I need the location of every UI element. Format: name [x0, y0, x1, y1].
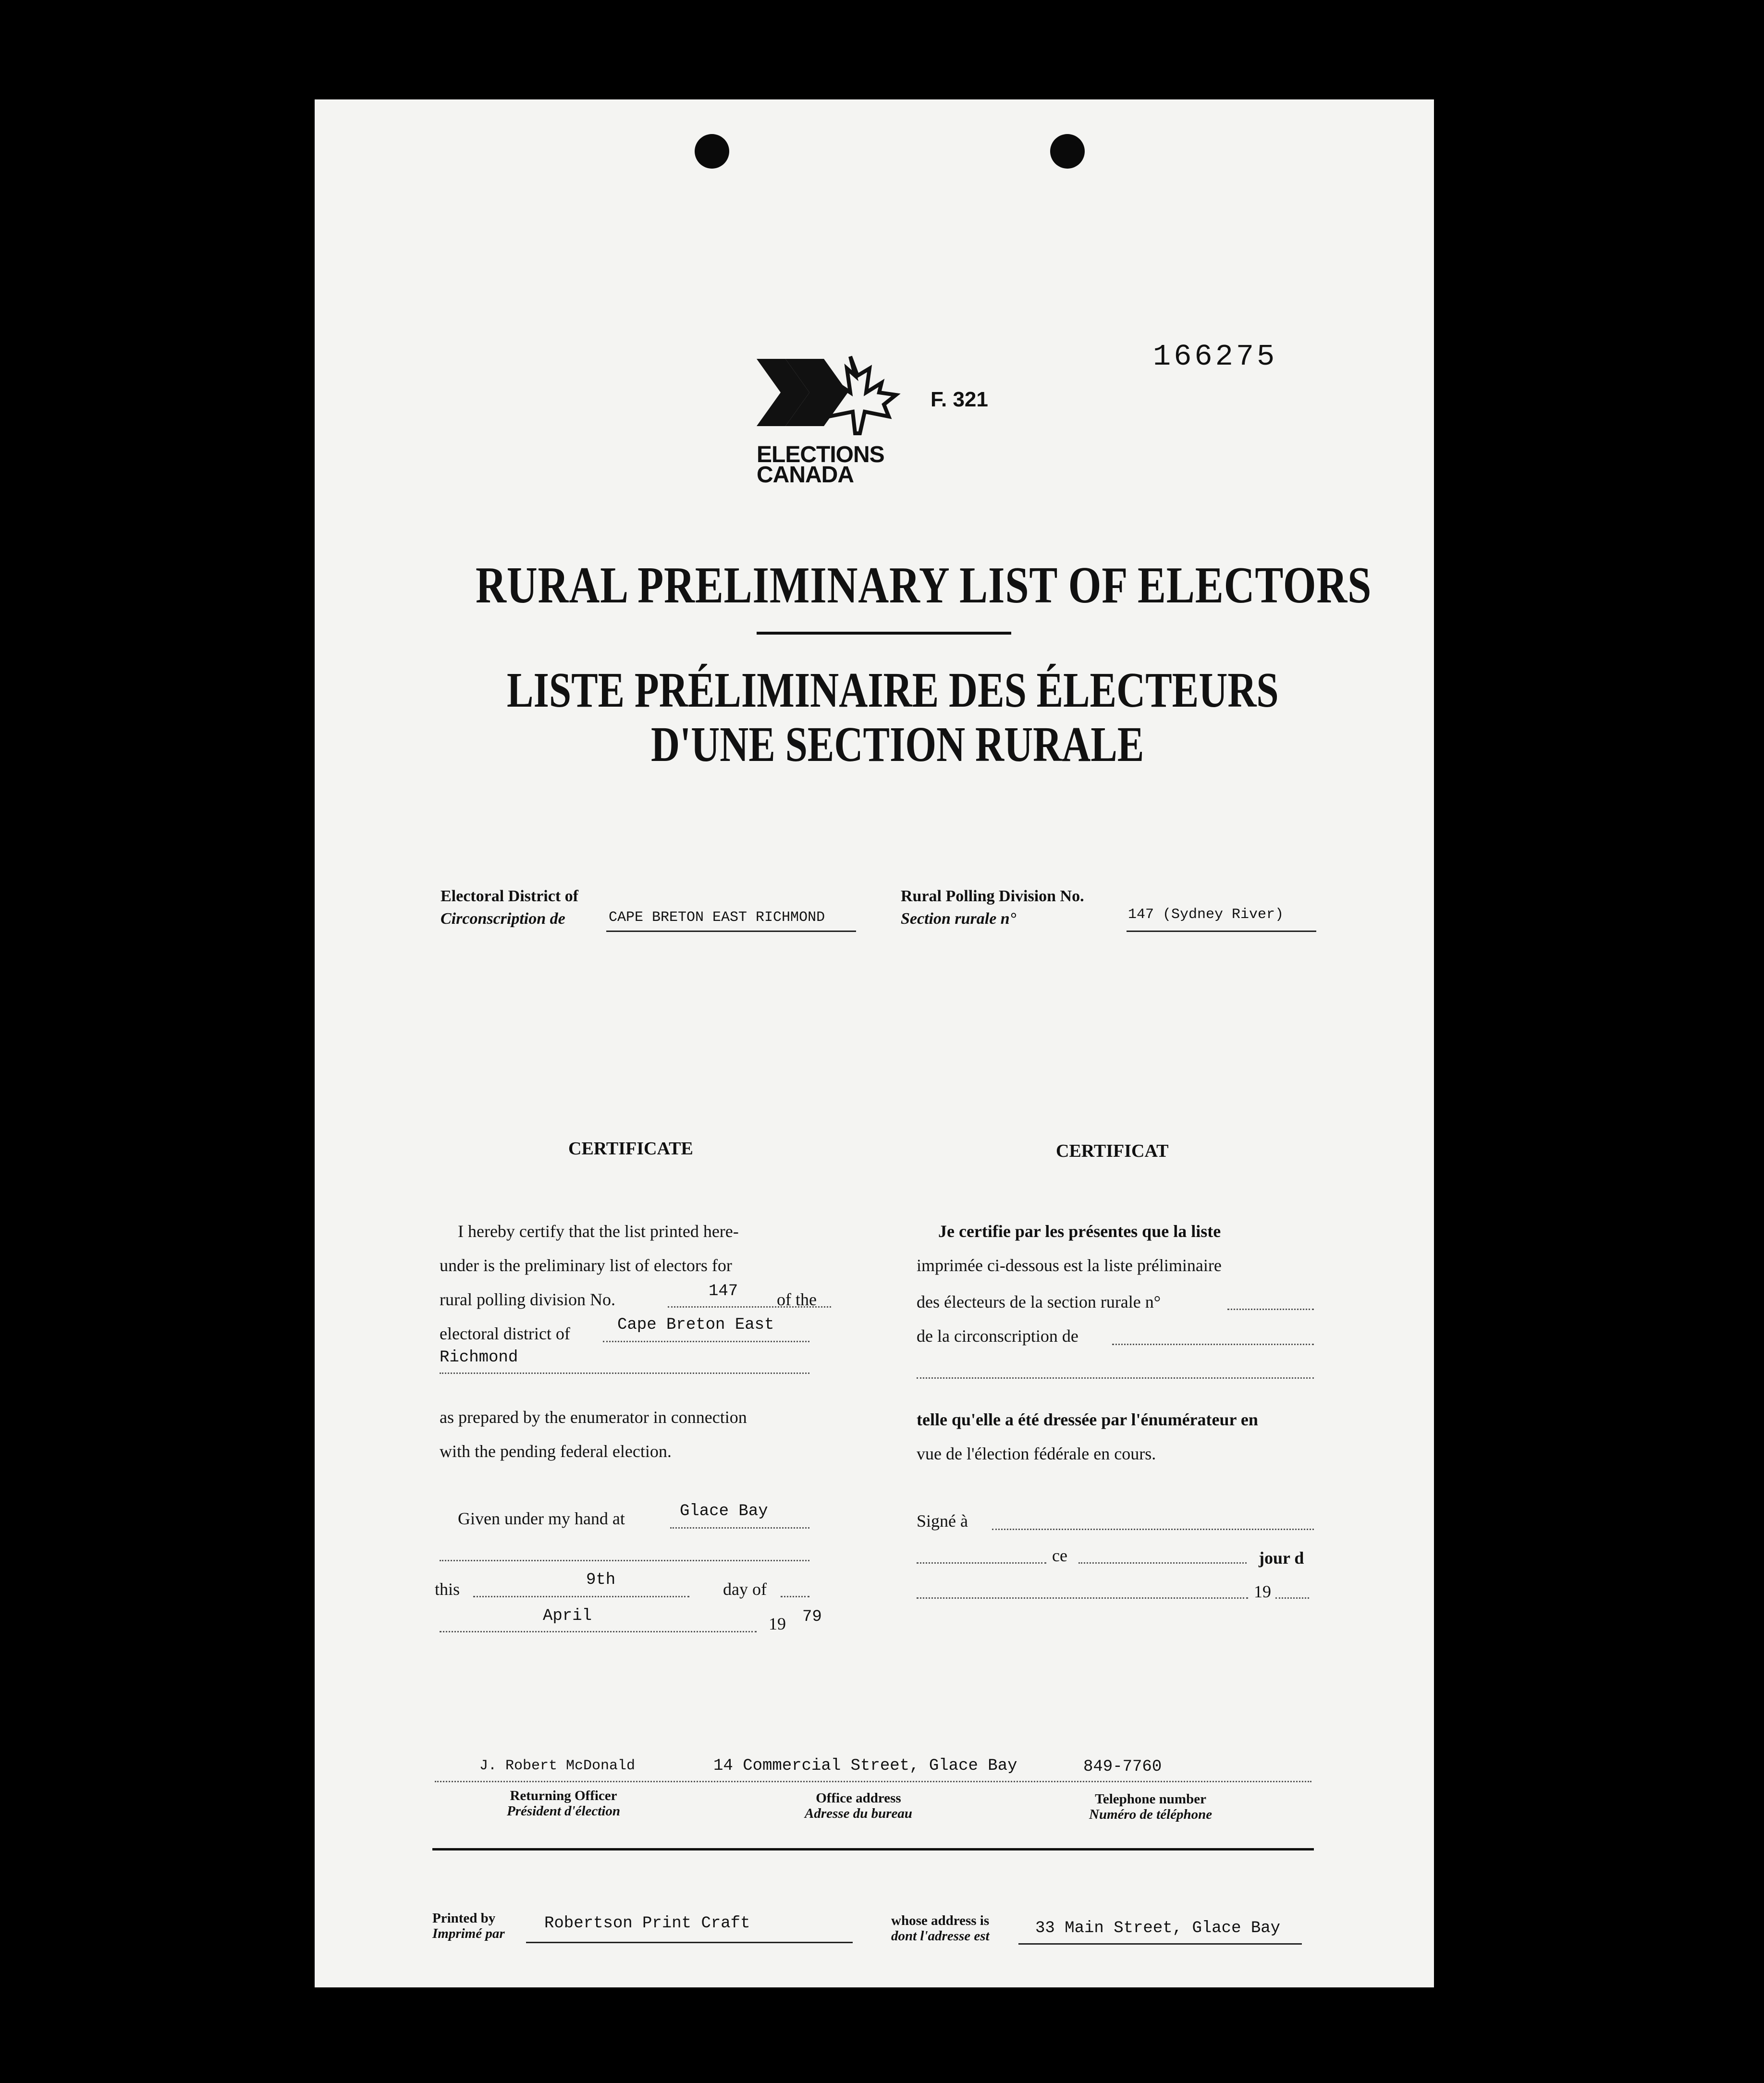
officer-role-fr: Président d'élection — [507, 1803, 620, 1819]
year-century-en: 19 — [769, 1614, 786, 1633]
cert-en-line6: with the pending federal election. — [440, 1442, 672, 1461]
polling-label-fr: Section rurale n° — [901, 910, 1017, 928]
year-value: 79 — [802, 1608, 822, 1626]
cert-en-district-dots2 — [440, 1372, 809, 1374]
cert-fr-line2: imprimée ci-dessous est la liste préliminaire — [917, 1256, 1222, 1275]
form-page — [315, 99, 1434, 1987]
signed-dots — [992, 1529, 1314, 1530]
officer-address: 14 Commercial Street, Glace Bay — [713, 1757, 1017, 1775]
cert-en-line4: electoral district of — [440, 1324, 570, 1343]
title-french-line2: D'UNE SECTION RURALE — [651, 717, 1144, 772]
ce-label: ce — [1052, 1546, 1067, 1565]
printer-label-fr: Imprimé par — [432, 1926, 505, 1941]
officer-role-en: Returning Officer — [510, 1788, 617, 1803]
fr-year-dots — [917, 1597, 1248, 1599]
printer-address-label — [891, 1913, 990, 1944]
cert-en-line3b: of the — [777, 1290, 817, 1309]
printer-address-label-fr: dont l'adresse est — [891, 1928, 990, 1944]
day-value: 9th — [586, 1571, 616, 1589]
polling-value: 147 (Sydney River) — [1128, 907, 1284, 923]
fr-year-dots-end — [1275, 1597, 1309, 1599]
officer-phone: 849-7760 — [1083, 1758, 1162, 1776]
day-of-dots — [781, 1596, 809, 1597]
office-address-label-fr: Adresse du bureau — [805, 1806, 912, 1821]
given-place: Glace Bay — [680, 1502, 768, 1520]
ce-dots-right — [1078, 1562, 1247, 1564]
day-dots — [473, 1596, 689, 1597]
cert-fr-line4b-dots — [917, 1377, 1314, 1379]
cert-fr-line4-dots — [1112, 1344, 1314, 1345]
office-address-label — [805, 1790, 912, 1821]
printer-name-underline — [526, 1942, 853, 1943]
logo-text-canada: CANADA — [757, 462, 854, 488]
district-label-en: Electoral District of — [441, 887, 578, 905]
officer-name: J. Robert McDonald — [479, 1758, 636, 1774]
title-french-line1: LISTE PRÉLIMINAIRE DES ÉLECTEURS — [507, 662, 1279, 718]
title-divider — [757, 632, 1011, 635]
month-dots — [440, 1631, 757, 1632]
printer-name: Robertson Print Craft — [544, 1914, 750, 1933]
printer-label — [432, 1911, 505, 1941]
polling-underline — [1127, 931, 1316, 932]
certificate-heading-fr: CERTIFICAT — [1056, 1141, 1169, 1161]
certificate-heading-en: CERTIFICATE — [568, 1139, 693, 1159]
month-value: April — [543, 1607, 592, 1625]
cert-en-line5: as prepared by the enumerator in connection — [440, 1408, 747, 1427]
cert-en-district-part1: Cape Breton East — [617, 1316, 774, 1334]
cert-en-line3a: rural polling division No. — [440, 1290, 615, 1309]
title-english: RURAL PRELIMINARY LIST OF ELECTORS — [476, 557, 1372, 614]
cert-en-district-dots1 — [603, 1341, 809, 1342]
elections-canada-logo-icon — [757, 354, 920, 445]
punch-hole-left — [695, 134, 729, 169]
cert-fr-line3-dots — [1227, 1309, 1314, 1310]
cert-fr-line6: vue de l'élection fédérale en cours. — [917, 1444, 1156, 1463]
cert-fr-line3: des électeurs de la section rurale n° — [917, 1292, 1161, 1311]
jour-label: jour d — [1259, 1548, 1304, 1568]
district-value: CAPE BRETON EAST RICHMOND — [609, 909, 825, 926]
printer-address: 33 Main Street, Glace Bay — [1035, 1919, 1281, 1937]
cert-en-district-part2: Richmond — [440, 1348, 518, 1367]
serial-number: 166275 — [1153, 340, 1278, 374]
year-century-fr: 19 — [1254, 1582, 1271, 1601]
footer-divider — [432, 1848, 1314, 1850]
cert-fr-line5: telle qu'elle a été dressée par l'énumérateur en — [917, 1410, 1258, 1429]
district-underline — [606, 931, 856, 932]
officer-role-label — [507, 1788, 620, 1819]
cert-en-line1: I hereby certify that the list printed here- — [458, 1222, 739, 1241]
office-address-label-en: Office address — [816, 1790, 901, 1806]
officer-dots — [435, 1781, 1311, 1782]
ce-dots-left — [917, 1562, 1046, 1564]
cert-fr-line4: de la circonscription de — [917, 1326, 1078, 1346]
given-dots1 — [670, 1527, 809, 1529]
polling-label-en: Rural Polling Division No. — [901, 887, 1084, 905]
cert-en-division-no: 147 — [709, 1282, 738, 1300]
signed-label: Signé à — [917, 1511, 968, 1531]
cert-fr-line1: Je certifie par les présentes que la liste — [938, 1222, 1221, 1241]
printer-address-underline — [1018, 1943, 1302, 1945]
this-label: this — [435, 1580, 460, 1599]
printer-address-label-en: whose address is — [891, 1913, 990, 1928]
phone-label — [1089, 1791, 1212, 1822]
phone-label-fr: Numéro de téléphone — [1089, 1807, 1213, 1822]
district-label-fr: Circonscription de — [441, 910, 565, 928]
phone-label-en: Telephone number — [1095, 1791, 1206, 1807]
given-dots2 — [440, 1560, 809, 1561]
day-of-label: day of — [723, 1580, 767, 1599]
printer-label-en: Printed by — [432, 1911, 496, 1926]
logo-text-elections: ELECTIONS — [757, 442, 884, 467]
form-number: F. 321 — [931, 388, 988, 411]
punch-hole-right — [1050, 134, 1085, 169]
cert-en-line2: under is the preliminary list of electors for — [440, 1256, 732, 1275]
given-label: Given under my hand at — [458, 1509, 625, 1528]
